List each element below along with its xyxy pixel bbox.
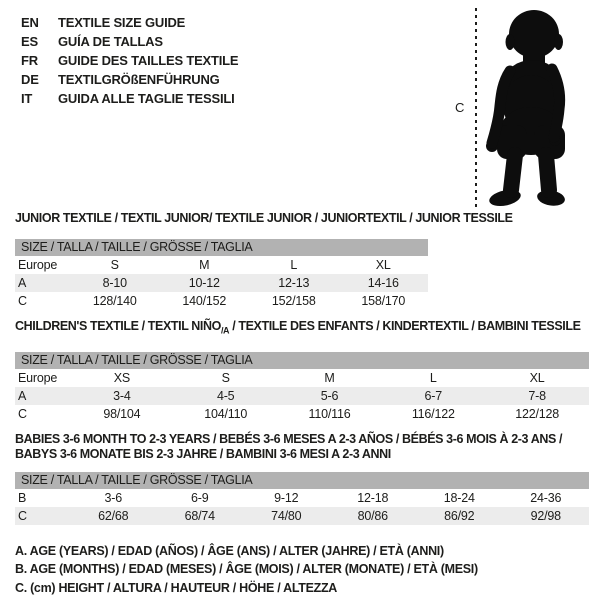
title-part: / TEXTILE DES ENFANTS / KINDERTEXTIL / BAMBINI TESSILE (229, 319, 581, 333)
table-row-height (15, 292, 428, 310)
size-cell: 152/158 (271, 294, 316, 308)
size-cell: 18-24 (443, 490, 475, 505)
size-cell: L (290, 258, 298, 272)
title-line-2: BABYS 3-6 MONATE BIS 2-3 JAHRE / BAMBINI 3-6 MESI A 2-3 ANNI (15, 446, 391, 461)
table-row-height (15, 405, 589, 423)
guide-title-en: TEXTILE SIZE GUIDE (58, 15, 186, 30)
size-cell: 62/68 (70, 507, 157, 525)
junior-textile-section (15, 211, 589, 310)
size-cell: 80/86 (330, 507, 417, 525)
table-row-europe (15, 256, 428, 274)
row-label-cell: A (15, 387, 70, 405)
size-cell: 98/104 (103, 406, 141, 421)
language-code: ES (21, 34, 38, 49)
size-cell: 6-9 (191, 490, 209, 505)
babies-textile-section (15, 432, 589, 525)
size-cell: 116/122 (411, 406, 455, 421)
size-cell: L (429, 370, 437, 385)
row-label-cell: Europe (18, 258, 58, 272)
title-line-1: BABIES 3-6 MONTH TO 2-3 YEARS / BEBÉS 3-6 MESES A 2-3 AÑOS / BÉBÉS 3-6 MOIS À 2-3 ANS / (15, 431, 563, 446)
guide-title-es: GUÍA DE TALLAS (58, 34, 163, 49)
language-row-en (21, 13, 238, 32)
childrens-section-title (15, 319, 589, 339)
size-cell: 14-16 (339, 274, 429, 292)
size-cell: 5-6 (278, 387, 382, 405)
language-code: EN (21, 15, 39, 30)
size-cell: 3-6 (104, 490, 122, 505)
size-cell: 24-36 (530, 490, 562, 505)
table-row-age (15, 387, 589, 405)
guide-title-it: GUIDA ALLE TAGLIE TESSILI (58, 91, 235, 106)
size-header-bar: SIZE / TALLA / TAILLE / GRÖSSE / TAGLIA (15, 472, 589, 489)
babies-section-title (15, 432, 589, 462)
size-cell: 128/140 (92, 294, 137, 308)
measurement-legend (15, 542, 589, 598)
size-cell: XL (375, 258, 391, 272)
language-row-es (21, 32, 238, 51)
size-cell: 9-12 (274, 490, 299, 505)
language-title-list (21, 13, 238, 108)
size-cell: 10-12 (160, 274, 250, 292)
size-cell: 7-8 (485, 387, 589, 405)
language-row-fr (21, 51, 238, 70)
size-cell: 110/116 (308, 406, 351, 421)
baby-silhouette (483, 9, 576, 209)
size-cell: M (324, 370, 335, 385)
size-cell: 3-4 (70, 387, 174, 405)
size-cell: S (221, 370, 230, 385)
size-cell: 74/80 (243, 507, 330, 525)
title-subscript: /A (220, 325, 230, 336)
size-cell: 92/98 (503, 507, 590, 525)
table-row-height (15, 507, 589, 525)
size-cell: 122/128 (515, 406, 559, 421)
legend-height-cm: C. (cm) HEIGHT / ALTURA / HAUTEUR / HÖHE / ALTEZZA (15, 580, 338, 595)
size-cell: 8-10 (70, 274, 160, 292)
language-code: FR (21, 53, 38, 68)
legend-age-months: B. AGE (MONTHS) / EDAD (MESES) / ÂGE (MOIS) / ALTER (MONATE) / ETÀ (MESI) (15, 562, 478, 576)
row-label-cell: Europe (18, 370, 58, 385)
size-cell: S (110, 258, 119, 272)
table-row-age-months (15, 489, 589, 507)
language-code: DE (21, 72, 39, 87)
size-cell: 12-13 (249, 274, 339, 292)
table-row-europe (15, 369, 589, 387)
junior-size-table (15, 256, 428, 310)
row-label-cell: A (15, 274, 70, 292)
size-tables-content (15, 211, 589, 597)
babies-size-table (15, 489, 589, 525)
guide-title-de: TEXTILGRÖßENFÜHRUNG (58, 72, 220, 87)
height-measure-label: C (455, 100, 465, 115)
language-row-it (21, 89, 238, 108)
row-label-cell: C (18, 406, 27, 421)
size-cell: M (199, 258, 210, 272)
size-cell: 140/152 (182, 294, 227, 308)
size-cell: 104/110 (204, 406, 248, 421)
height-measure-dashed-line (475, 8, 477, 210)
size-cell: 4-5 (174, 387, 278, 405)
size-cell: 12-18 (357, 490, 389, 505)
row-label-cell: C (15, 507, 70, 525)
size-cell: XS (113, 370, 131, 385)
title-part: CHILDREN'S TEXTILE / TEXTIL NIÑO (15, 319, 221, 333)
language-row-de (21, 70, 238, 89)
size-cell: XL (529, 370, 545, 385)
row-label-cell: C (18, 294, 27, 308)
table-row-age (15, 274, 428, 292)
size-header-bar: SIZE / TALLA / TAILLE / GRÖSSE / TAGLIA (15, 352, 589, 369)
size-header-bar: SIZE / TALLA / TAILLE / GRÖSSE / TAGLIA (15, 239, 428, 256)
legend-age-years: A. AGE (YEARS) / EDAD (AÑOS) / ÂGE (ANS) / ALTER (JAHRE) / ETÀ (ANNI) (15, 543, 444, 558)
size-cell: 86/92 (416, 507, 503, 525)
childrens-textile-section (15, 319, 589, 423)
size-cell: 68/74 (157, 507, 244, 525)
childrens-size-table (15, 369, 589, 423)
row-label-cell: B (18, 490, 27, 505)
size-cell: 158/170 (361, 294, 406, 308)
language-code: IT (21, 91, 33, 106)
size-cell: 6-7 (381, 387, 485, 405)
guide-title-fr: GUIDE DES TAILLES TEXTILE (58, 53, 239, 68)
junior-section-title: JUNIOR TEXTILE / TEXTIL JUNIOR/ TEXTILE JUNIOR / JUNIORTEXTIL / JUNIOR TESSILE (15, 211, 513, 225)
